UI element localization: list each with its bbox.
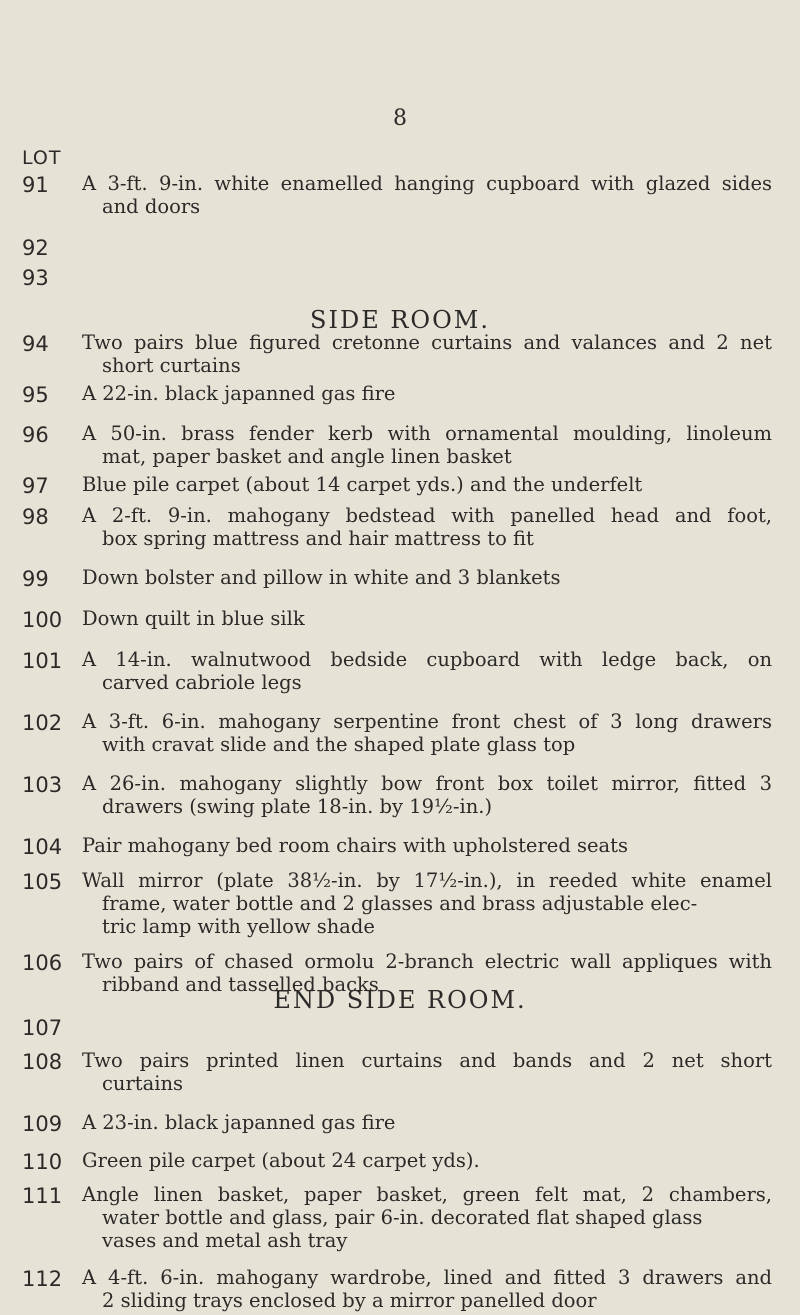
section-heading-end-side-room: END SIDE ROOM.	[273, 986, 527, 1014]
lot-number: 101	[22, 649, 63, 673]
lot-description-line: tric lamp with yellow shade	[102, 915, 375, 938]
lot-description-line: mat, paper basket and angle linen basket	[102, 445, 512, 468]
lot-description-line: 2 sliding trays enclosed by a mirror panelled door	[102, 1289, 597, 1312]
lot-number: 96	[22, 423, 49, 447]
lot-description	[82, 607, 772, 630]
lot-description-line: A 14-in. walnutwood bedside cupboard with ledge back, on	[82, 648, 772, 671]
lot-description	[82, 1111, 772, 1134]
lot-description-line: carved cabriole legs	[102, 671, 302, 694]
lot-description	[82, 473, 772, 496]
lot-number: 102	[22, 711, 63, 735]
lot-description-line: with cravat slide and the shaped plate glass top	[102, 733, 576, 756]
lot-description-line: A 23-in. black japanned gas fire	[82, 1111, 396, 1134]
lot-description-line: and doors	[102, 195, 201, 218]
lot-description-line: Two pairs blue figured cretonne curtains and valances and 2 net	[82, 331, 772, 354]
lot-description-line: Green pile carpet (about 24 carpet yds).	[82, 1149, 480, 1172]
lot-description-line: Two pairs printed linen curtains and bands and 2 net short	[82, 1049, 772, 1072]
lot-description-line: curtains	[102, 1072, 184, 1095]
lot-description-line: A 26-in. mahogany slightly bow front box toilet mirror, fitted 3	[82, 772, 772, 795]
lot-description-line: Angle linen basket, paper basket, green felt mat, 2 chambers,	[82, 1183, 772, 1206]
lot-description	[82, 869, 772, 938]
lot-description-line: A 50-in. brass fender kerb with ornamental moulding, linoleum	[82, 422, 772, 445]
lot-description-line: A 3-ft. 6-in. mahogany serpentine front chest of 3 long drawers	[82, 710, 772, 733]
lot-description	[82, 422, 772, 468]
lot-description	[82, 648, 772, 694]
lot-description	[82, 504, 772, 550]
lot-description	[82, 566, 772, 589]
lot-description-line: A 4-ft. 6-in. mahogany wardrobe, lined and fitted 3 drawers and	[82, 1266, 772, 1289]
lot-number: 105	[22, 870, 63, 894]
lot-number: 93	[22, 266, 49, 290]
lot-description	[82, 1049, 772, 1095]
lot-number: 97	[22, 474, 49, 498]
lot-number: 106	[22, 951, 63, 975]
lot-description-line: ribband and tasselled backs	[102, 973, 379, 996]
lot-description-line: Two pairs of chased ormolu 2-branch electric wall appliques with	[82, 950, 772, 973]
lot-description-line: drawers (swing plate 18-in. by 19½-in.)	[102, 795, 493, 818]
lot-description-line: Wall mirror (plate 38½-in. by 17½-in.), in reeded white enamel	[82, 869, 772, 892]
lot-number: 98	[22, 505, 49, 529]
lot-description	[82, 772, 772, 818]
lot-description	[82, 834, 772, 857]
lot-description	[82, 1183, 772, 1252]
lot-number: 107	[22, 1016, 63, 1040]
section-heading-side-room: SIDE ROOM.	[310, 306, 490, 334]
lot-description-line: water bottle and glass, pair 6-in. decorated flat shaped glass	[102, 1206, 703, 1229]
lot-number: 109	[22, 1112, 63, 1136]
lot-number: 94	[22, 332, 49, 356]
lot-number: 111	[22, 1184, 63, 1208]
lot-description	[82, 1149, 772, 1172]
lot-number: 99	[22, 567, 49, 591]
lot-description-line: Down quilt in blue silk	[82, 607, 305, 630]
lot-number: 95	[22, 383, 49, 407]
lot-description-line: A 3-ft. 9-in. white enamelled hanging cupboard with glazed sides	[82, 172, 772, 195]
lot-description-line: Blue pile carpet (about 14 carpet yds.) and the underfelt	[82, 473, 643, 496]
lot-description-line: box spring mattress and hair mattress to fit	[102, 527, 534, 550]
lot-description-line: Down bolster and pillow in white and 3 blankets	[82, 566, 561, 589]
lot-description-line: Pair mahogany bed room chairs with upholstered seats	[82, 834, 629, 857]
lot-description	[82, 172, 772, 218]
page-number: 8	[393, 106, 407, 131]
lot-description	[82, 710, 772, 756]
lot-description-line: frame, water bottle and 2 glasses and brass adjustable elec-	[102, 892, 698, 915]
lot-description-line: vases and metal ash tray	[102, 1229, 348, 1252]
lot-number: 100	[22, 608, 63, 632]
lot-number: 103	[22, 773, 63, 797]
lot-number: 92	[22, 236, 49, 260]
lot-description	[82, 950, 772, 996]
lot-description	[82, 1266, 772, 1312]
lot-number: 91	[22, 173, 49, 197]
lot-column-header: LOT	[22, 147, 62, 169]
lot-number: 104	[22, 835, 63, 859]
lot-description	[82, 382, 772, 405]
lot-number: 108	[22, 1050, 63, 1074]
lot-description-line: A 22-in. black japanned gas fire	[82, 382, 396, 405]
lot-number: 112	[22, 1267, 63, 1291]
lot-description	[82, 331, 772, 377]
lot-description-line: A 2-ft. 9-in. mahogany bedstead with panelled head and foot,	[82, 504, 772, 527]
lot-number: 110	[22, 1150, 63, 1174]
lot-description-line: short curtains	[102, 354, 241, 377]
